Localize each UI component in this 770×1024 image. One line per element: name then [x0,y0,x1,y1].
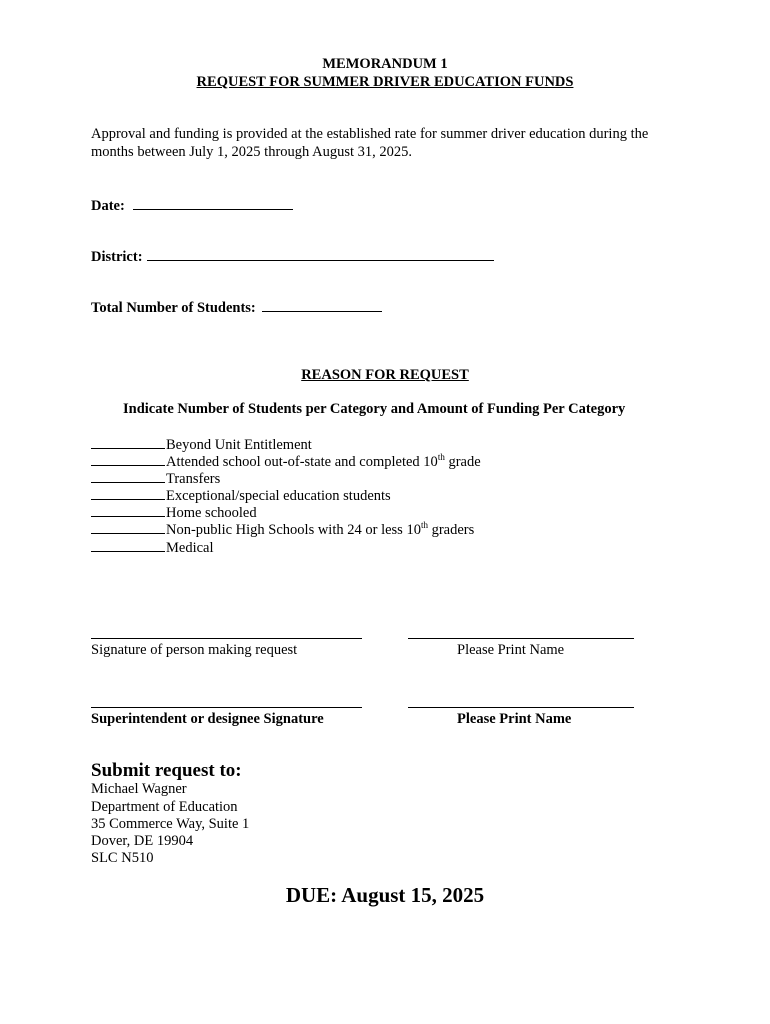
submit-address-1: 35 Commerce Way, Suite 1 [91,816,250,832]
category-count-line[interactable] [91,486,165,500]
category-count-line[interactable] [91,452,165,466]
reason-instruction: Indicate Number of Students per Category and Amount of Funding Per Category [123,401,626,417]
category-count-line[interactable] [91,520,165,534]
submit-department: Department of Education [91,799,238,815]
category-label-pre: Non-public High Schools with 24 or less 10 [166,522,421,538]
category-label: Medical [166,540,214,556]
district-input-line[interactable] [147,246,494,261]
category-label: Beyond Unit Entitlement [166,437,312,453]
due-date: DUE: August 15, 2025 [285,883,485,907]
superintendent-print-name-line[interactable] [408,707,634,708]
superintendent-signature-label: Superintendent or designee Signature [91,711,324,727]
category-label-pre: Attended school out-of-state and completed 10 [166,454,438,470]
category-count-line[interactable] [91,435,165,449]
date-input-line[interactable] [133,195,293,210]
requester-signature-label: Signature of person making request [91,642,298,658]
district-field [91,246,494,266]
date-field [91,195,293,215]
total-students-label: Total Number of Students: [91,300,256,316]
intro-line-2: months between July 1, 2025 through August 31, 2025. [91,144,413,160]
category-label-post: grade [444,454,481,470]
submit-address-2: Dover, DE 19904 [91,833,194,849]
date-label: Date: [91,198,125,214]
total-students-field [91,297,382,317]
requester-signature-line[interactable] [91,638,362,639]
category-count-line[interactable] [91,538,165,552]
category-label: Home schooled [166,505,257,521]
submit-name: Michael Wagner [91,781,187,797]
category-label: Transfers [166,471,221,487]
intro-line-1: Approval and funding is provided at the established rate for summer driver education during the [91,126,649,142]
category-count-line[interactable] [91,503,165,517]
reason-heading: REASON FOR REQUEST [301,367,469,383]
category-label: Exceptional/special education students [166,488,391,504]
category-row [91,520,474,539]
district-label: District: [91,249,143,265]
submit-heading: Submit request to: [91,760,242,781]
category-row [91,538,214,557]
superintendent-print-name-label: Please Print Name [457,711,572,727]
category-label-sup: th [437,452,445,462]
superintendent-signature-line[interactable] [91,707,362,708]
requester-print-name-line[interactable] [408,638,634,639]
category-label-post: graders [427,522,475,538]
submit-address-3: SLC N510 [91,850,154,866]
memo-title: MEMORANDUM 1 [322,56,448,72]
category-count-line[interactable] [91,469,165,483]
requester-print-name-label: Please Print Name [457,642,565,658]
total-students-input-line[interactable] [262,297,382,312]
category-label-sup: th [420,520,428,530]
memo-subtitle: REQUEST FOR SUMMER DRIVER EDUCATION FUNDS [196,74,574,90]
